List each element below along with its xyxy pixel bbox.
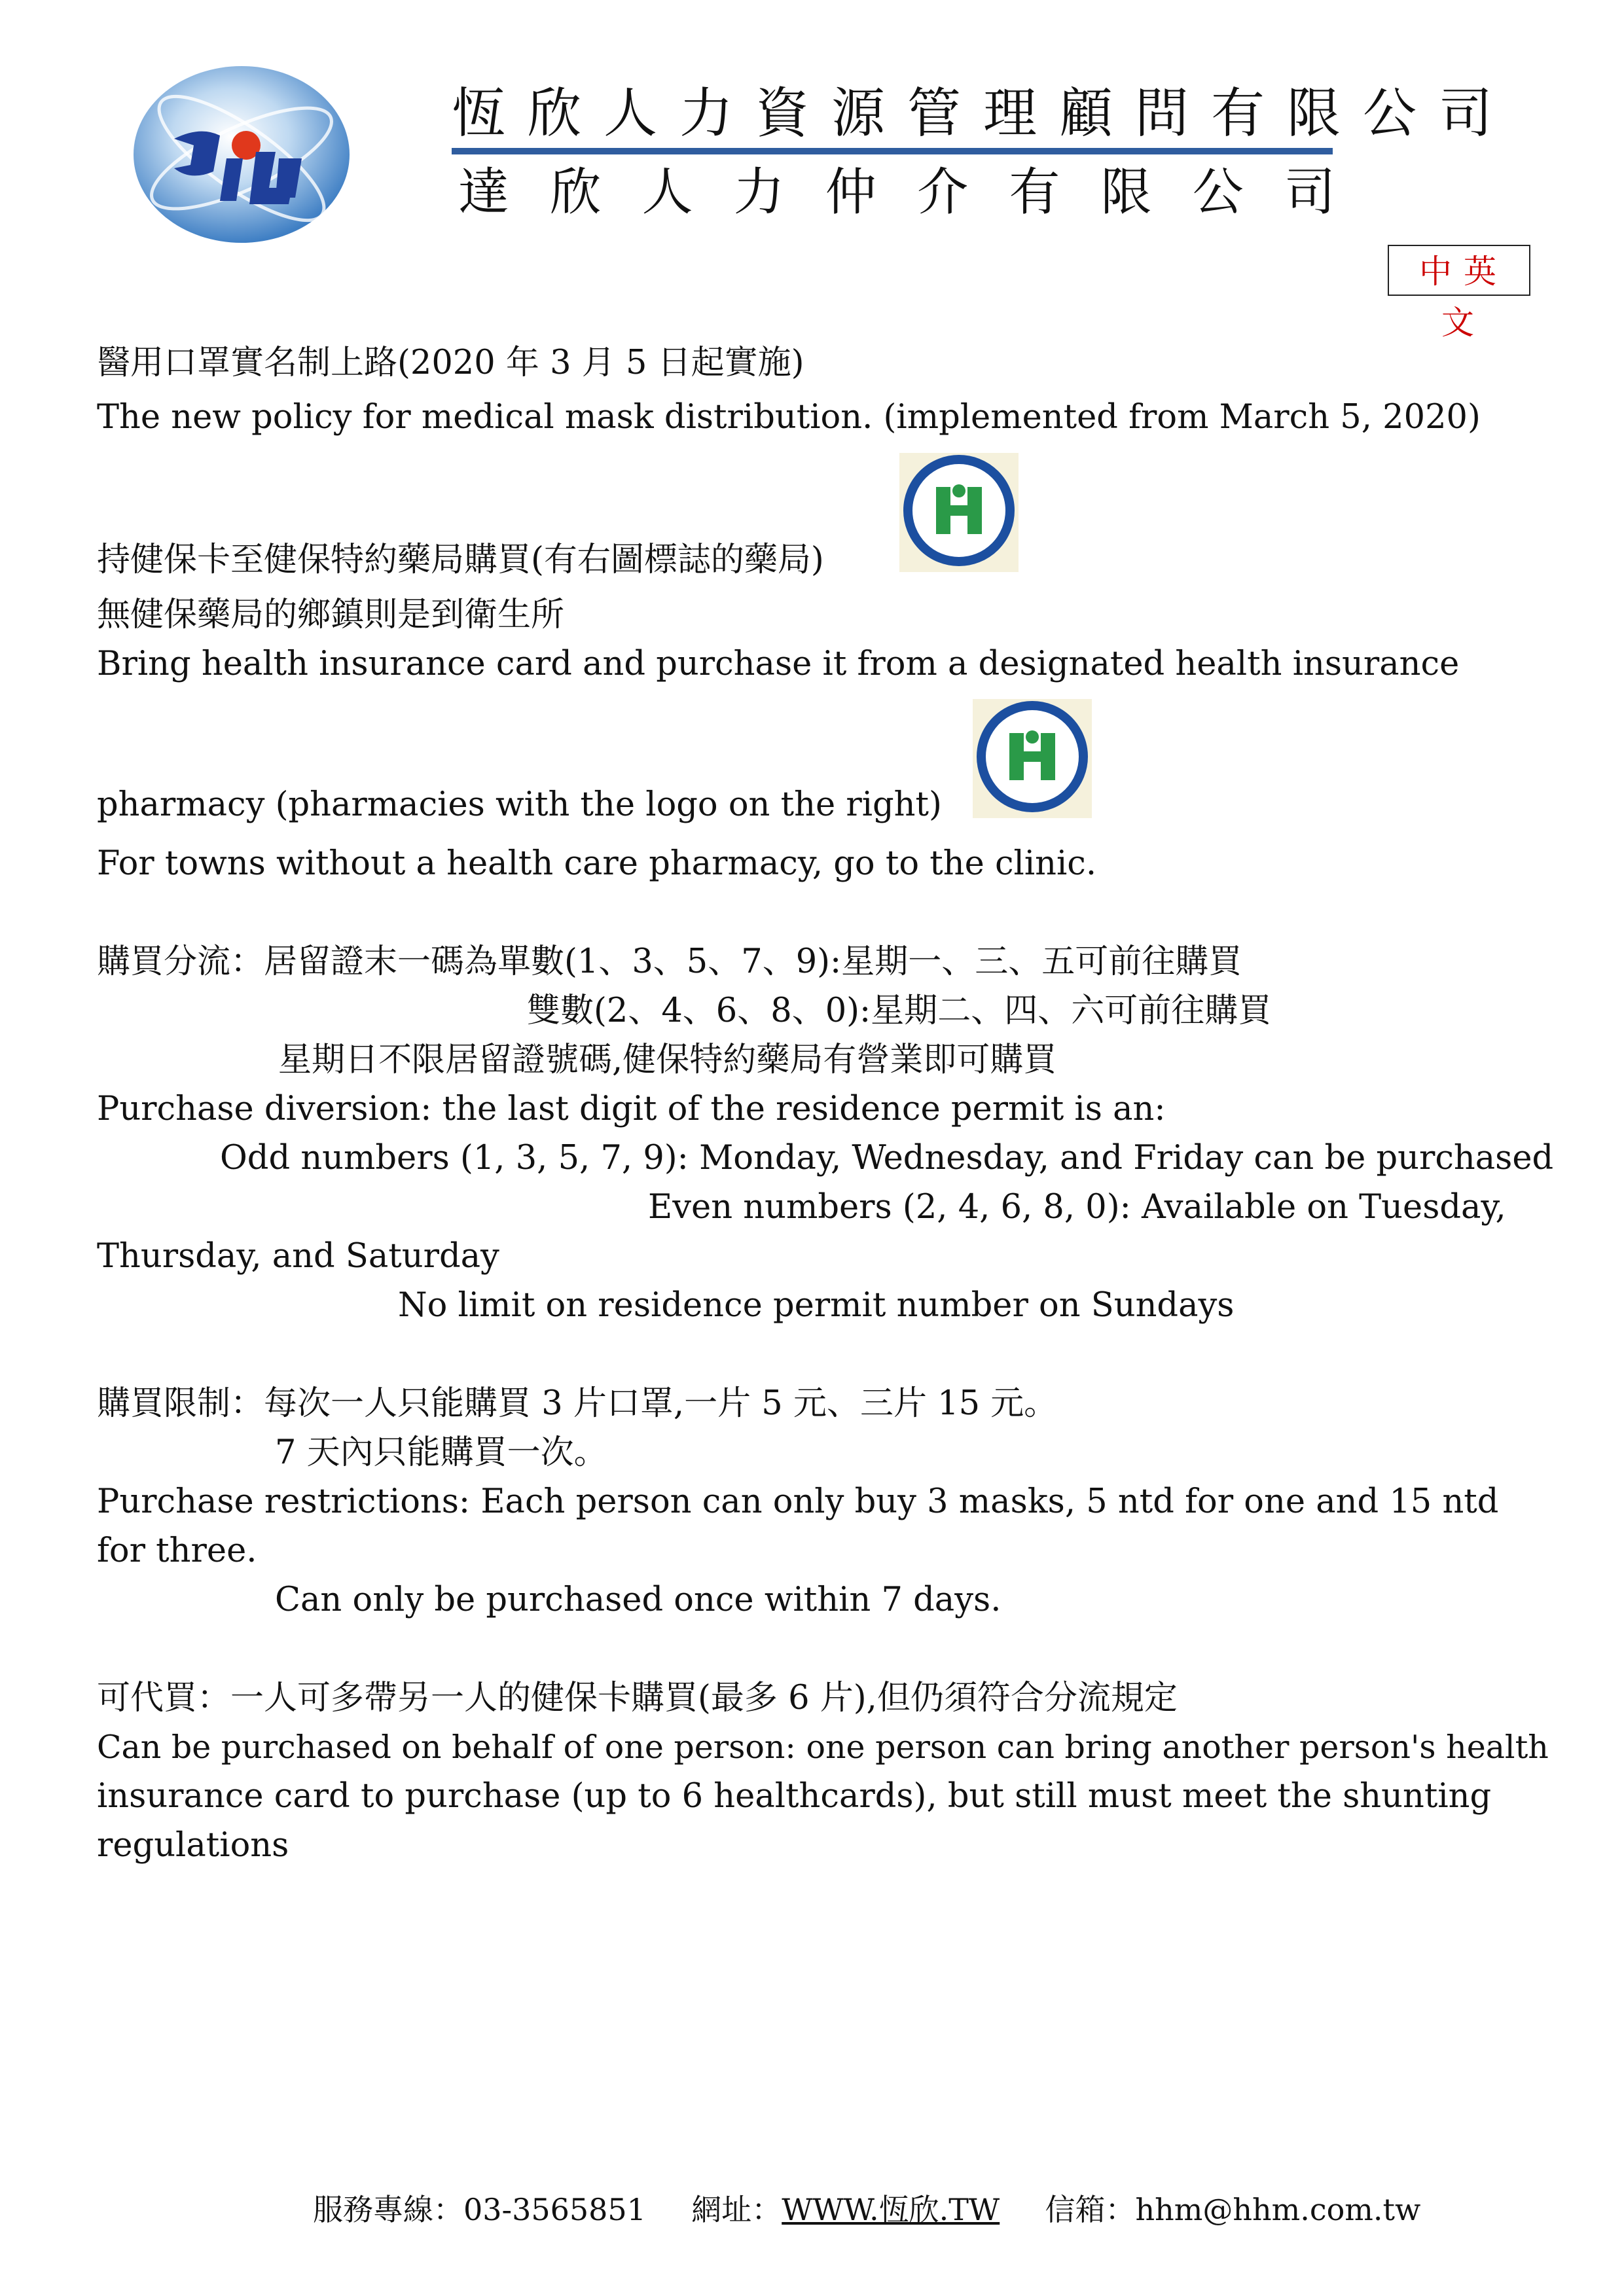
diversion-en-5: No limit on residence permit number on Sundays [398,1286,1235,1325]
company-name-secondary-char: 司 [1284,163,1335,222]
company-name-secondary-char: 力 [733,163,785,222]
company-logo [128,60,355,249]
email-label: 信箱： [1045,2192,1136,2227]
diversion-zh-1: 購買分流：居留證末一碼為單數(1、3、5、7、9):星期一、三、五可前往購買 [97,942,1242,981]
diversion-en-4: Thursday, and Saturday [97,1237,499,1276]
language-badge: 中英文 [1388,245,1530,296]
hotline-label: 服務專線： [313,2192,463,2227]
clinic-instruction-en: For towns without a health care pharmacy, go to the clinic. [97,844,1097,883]
company-name-secondary-char: 有 [1009,163,1060,222]
restriction-en-1: Purchase restrictions: Each person can only buy 3 masks, 5 ntd for one and 15 ntd [97,1482,1499,1521]
restriction-zh-2: 7 天內只能購買一次。 [275,1433,607,1472]
diversion-en-2: Odd numbers (1, 3, 5, 7, 9): Monday, Wednesday, and Friday can be purchased [220,1139,1554,1177]
proxy-en-3: regulations [97,1826,289,1865]
company-name-secondary [458,160,1335,225]
diversion-zh-3: 星期日不限居留證號碼,健保特約藥局有營業即可購買 [278,1041,1057,1079]
health-insurance-logo [899,453,1019,572]
restriction-en-3: Can only be purchased once within 7 days. [275,1581,1001,1619]
proxy-zh: 可代買：一人可多帶另一人的健保卡購買(最多 6 片),但仍須符合分流規定 [97,1679,1178,1717]
company-name-secondary-char: 仲 [825,163,876,222]
website-label: 網址： [691,2192,782,2227]
company-name-secondary-char: 欣 [550,163,602,222]
company-name-secondary-char: 限 [1100,163,1152,222]
health-insurance-logo [973,699,1092,818]
company-name-primary: 恆欣人力資源管理顧問有限公司 [452,82,1515,145]
email-address: hhm@hhm.com.tw [1135,2192,1421,2227]
restriction-zh-1: 購買限制：每次一人只能購買 3 片口罩,一片 5 元、三片 15 元。 [97,1384,1058,1423]
pharmacy-instruction-en-1: Bring health insurance card and purchase it from a designated health insurance [97,645,1460,683]
website-link[interactable]: WWW.恆欣.TW [782,2192,1000,2227]
footer-contact [313,2190,1420,2229]
clinic-instruction-zh: 無健保藥局的鄉鎮則是到衛生所 [97,596,565,634]
hotline-number: 03-3565851 [463,2192,646,2227]
restriction-en-2: for three. [97,1532,257,1570]
title-divider [452,148,1333,154]
heading-zh: 醫用口罩實名制上路(2020 年 3 月 5 日起實施) [97,344,804,382]
company-name-secondary-char: 介 [917,163,969,222]
pharmacy-instruction-zh: 持健保卡至健保特約藥局購買(有右圖標誌的藥局) [97,541,824,579]
company-name-secondary-char: 人 [641,163,693,222]
company-name-secondary-char: 公 [1192,163,1244,222]
proxy-en-2: insurance card to purchase (up to 6 healthcards), but still must meet the shunting [97,1777,1492,1816]
diversion-zh-2: 雙數(2、4、6、8、0):星期二、四、六可前往購買 [527,992,1272,1030]
diversion-en-3: Even numbers (2, 4, 6, 8, 0): Available on Tuesday, [648,1188,1506,1227]
diversion-en-1: Purchase diversion: the last digit of the residence permit is an: [97,1090,1166,1128]
heading-en: The new policy for medical mask distribution. (implemented from March 5, 2020) [97,398,1481,437]
proxy-en-1: Can be purchased on behalf of one person: one person can bring another person's health [97,1729,1549,1766]
company-name-secondary-char: 達 [458,163,510,222]
pharmacy-instruction-en-2: pharmacy (pharmacies with the logo on the right) [97,785,942,824]
